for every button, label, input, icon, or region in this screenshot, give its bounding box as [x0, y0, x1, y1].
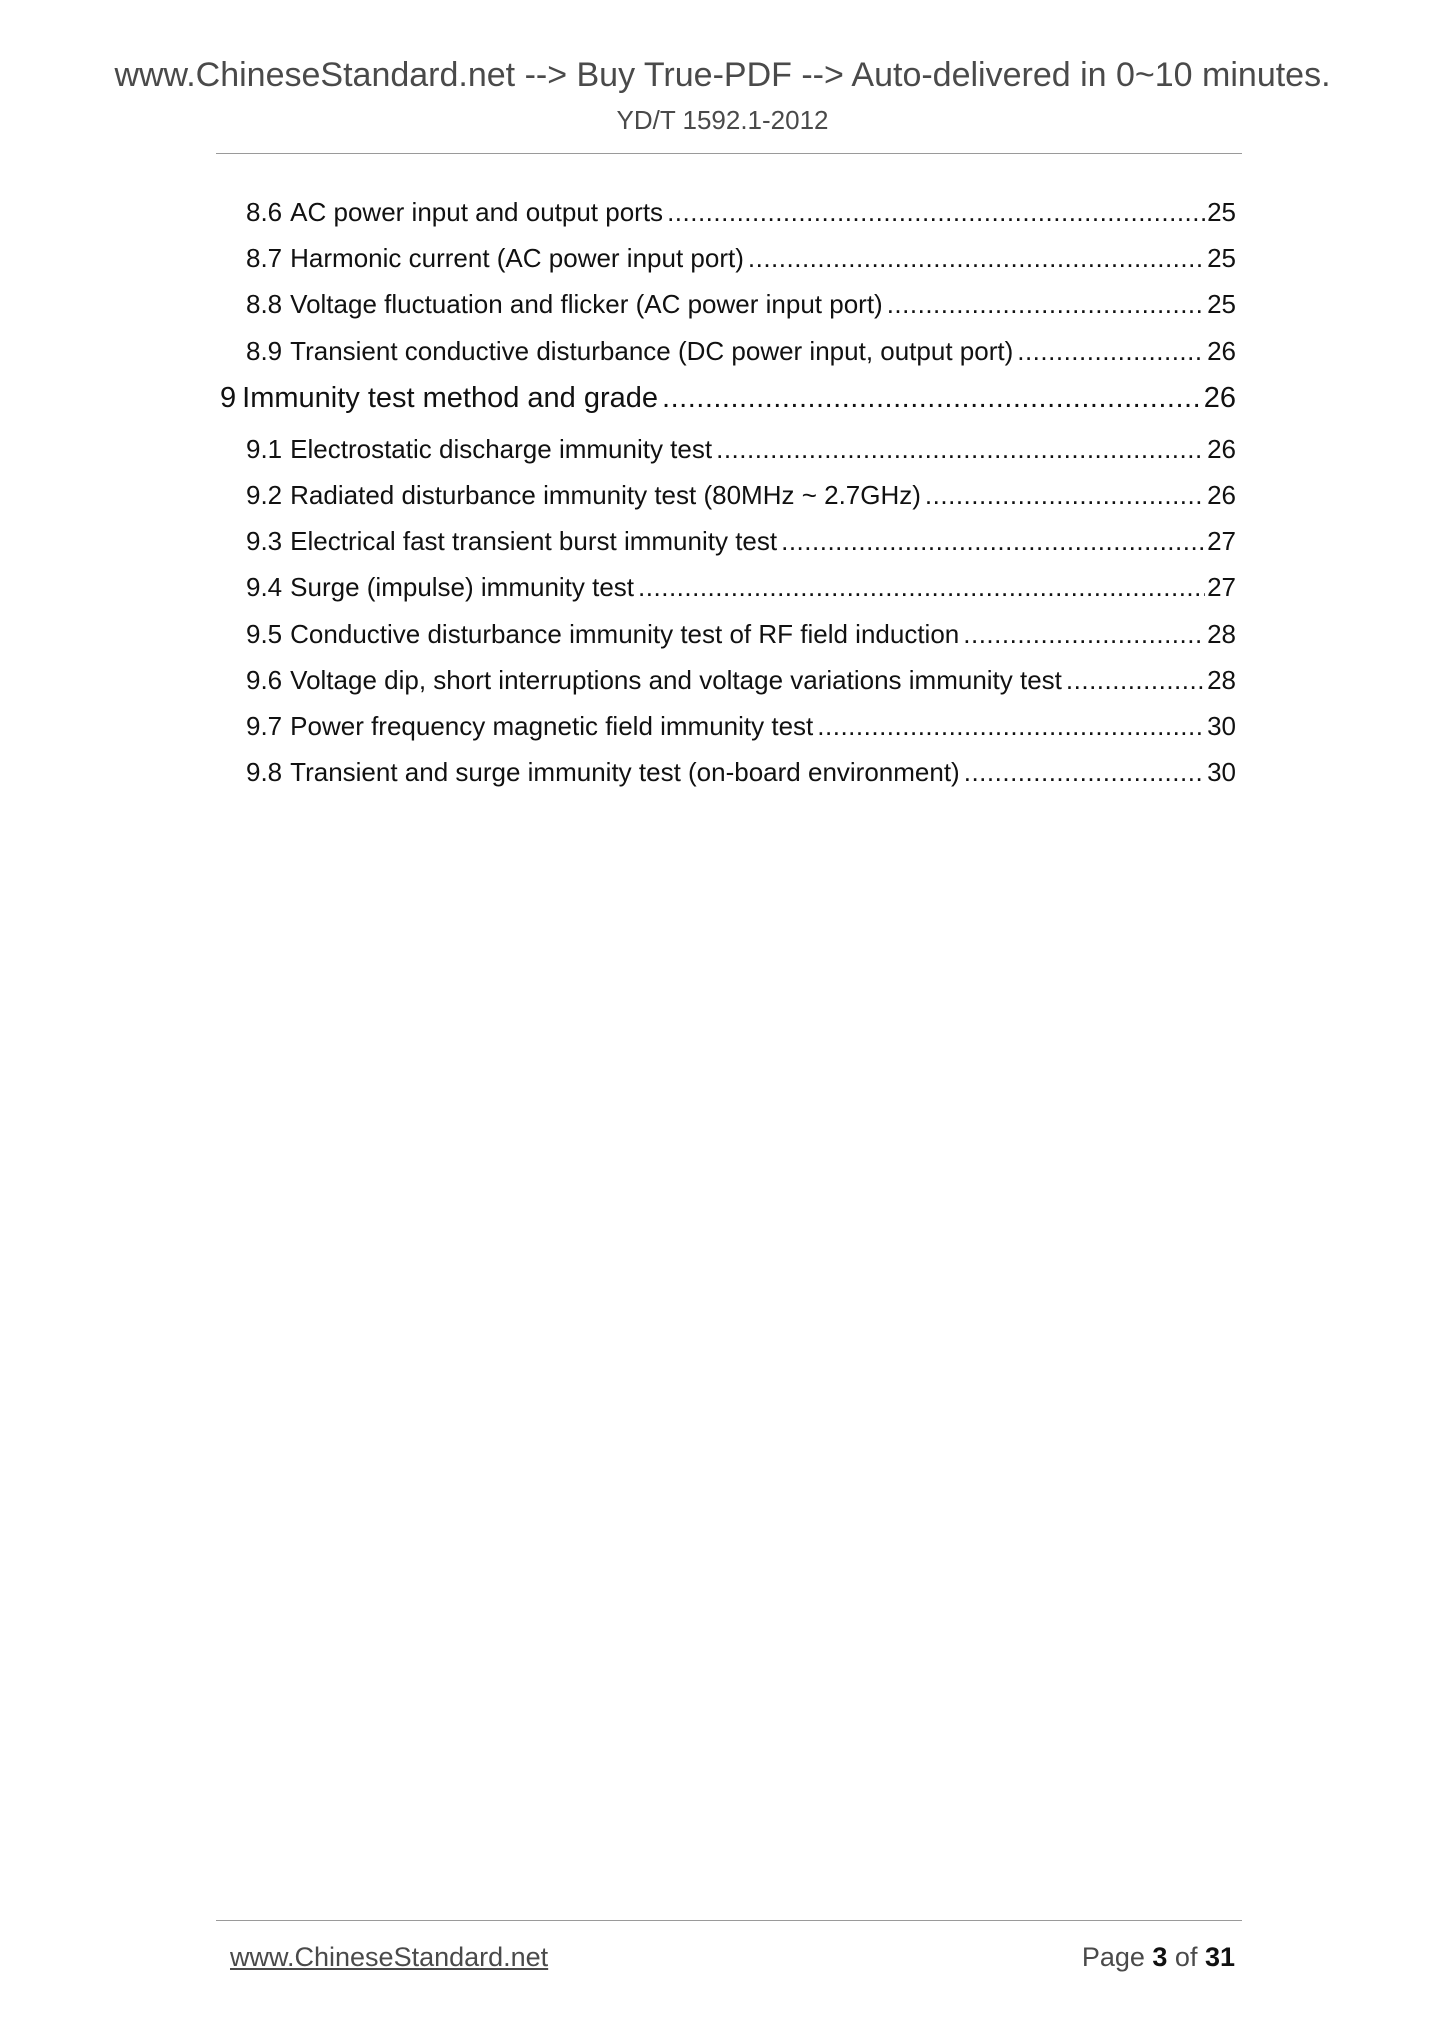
dot-leader: [817, 711, 1205, 742]
toc-entry-number: 9.6: [246, 664, 283, 695]
document-code: YD/T 1592.1-2012: [616, 105, 829, 135]
toc-entry-9-5[interactable]: [216, 619, 1236, 665]
page-prefix: Page: [1081, 1942, 1153, 1972]
page-indicator: [1082, 1942, 1235, 1973]
toc-entry-page: 25: [1207, 289, 1236, 320]
toc-entry-title: Power frequency magnetic field immunity test: [290, 710, 814, 741]
toc-entry-page: 30: [1207, 757, 1236, 788]
total-page-count: 31: [1204, 1942, 1235, 1972]
toc-entry-number: 9.5: [246, 618, 283, 649]
toc-entry-page: 27: [1207, 572, 1236, 603]
toc-entry-title: Surge (impulse) immunity test: [290, 572, 635, 603]
page-separator: of: [1167, 1942, 1205, 1972]
toc-entry-number: 9.8: [246, 757, 283, 788]
toc-entry-number: 8.9: [246, 335, 283, 366]
toc-entry-9-4[interactable]: [216, 572, 1236, 618]
toc-entry-page: 26: [1207, 479, 1236, 510]
toc-entry-9-2[interactable]: [216, 480, 1236, 526]
toc-entry-8-9[interactable]: [216, 336, 1236, 382]
toc-entry-number: 8.6: [246, 197, 283, 227]
toc-entry-title: AC power input and output ports: [290, 197, 664, 227]
dot-leader: [1066, 665, 1205, 696]
toc-entry-page: 26: [1203, 381, 1236, 414]
dot-leader: [667, 197, 1205, 228]
toc-entry-page: 25: [1207, 197, 1236, 227]
toc-entry-page: 27: [1207, 526, 1236, 557]
footer-site-link[interactable]: www.ChineseStandard.net: [230, 1942, 549, 1972]
dot-leader: [638, 572, 1205, 603]
toc-entry-9-8[interactable]: [216, 757, 1236, 803]
toc-entry-title: Conductive disturbance immunity test of RF field induction: [290, 618, 960, 649]
toc-entry-8-6[interactable]: [216, 197, 1236, 243]
dot-leader: [925, 480, 1205, 511]
toc-entry-number: 9.3: [246, 526, 283, 557]
toc-entry-title: Harmonic current (AC power input port): [290, 243, 744, 274]
toc-entry-title: Electrical fast transient burst immunity test: [290, 526, 778, 557]
toc-entry-page: 28: [1207, 664, 1236, 695]
toc-entry-9-3[interactable]: [216, 526, 1236, 572]
toc-entry-8-7[interactable]: [216, 243, 1236, 289]
dot-leader: [964, 757, 1205, 788]
dot-leader: [662, 382, 1202, 415]
toc-entry-page: 25: [1207, 243, 1236, 274]
toc-entry-9-1[interactable]: [216, 434, 1236, 480]
toc-entry-title: Transient and surge immunity test (on-board environment): [290, 757, 960, 788]
toc-entry-page: 26: [1207, 335, 1236, 366]
toc-entry-number: 9.2: [246, 479, 283, 510]
toc-entry-number: 9.7: [246, 710, 283, 741]
toc-entry-page: 30: [1207, 710, 1236, 741]
toc-entry-number: 9.4: [246, 572, 283, 603]
header-divider: [216, 153, 1242, 154]
toc-entry-title: Immunity test method and grade: [242, 381, 659, 414]
toc-entry-page: 28: [1207, 618, 1236, 649]
toc-entry-title: Radiated disturbance immunity test (80MHz ~ 2.7GHz): [290, 479, 921, 510]
dot-leader: [963, 619, 1205, 650]
toc-entry-number: 8.8: [246, 289, 283, 320]
toc-entry-number: 9.1: [246, 433, 283, 464]
dot-leader: [781, 526, 1205, 557]
dot-leader: [716, 434, 1205, 465]
toc-entry-9[interactable]: [216, 382, 1236, 434]
toc-entry-8-8[interactable]: [216, 289, 1236, 335]
toc-entry-9-7[interactable]: [216, 711, 1236, 757]
dot-leader: [887, 289, 1205, 320]
toc-entry-title: Electrostatic discharge immunity test: [290, 433, 713, 464]
toc-entry-page: 26: [1207, 433, 1236, 464]
toc-entry-title: Voltage fluctuation and flicker (AC power input port): [290, 289, 883, 320]
dot-leader: [1017, 336, 1205, 367]
toc-entry-number: 8.7: [246, 243, 283, 274]
toc-entry-9-6[interactable]: [216, 665, 1236, 711]
toc-entry-number: 9: [220, 381, 237, 414]
footer-divider: [216, 1920, 1242, 1921]
table-of-contents: [216, 197, 1236, 803]
site-banner[interactable]: www.ChineseStandard.net --> Buy True-PDF --> Auto-delivered in 0~10 minutes.: [114, 56, 1331, 94]
toc-entry-title: Transient conductive disturbance (DC power input, output port): [290, 335, 1014, 366]
current-page-number: 3: [1152, 1942, 1168, 1972]
toc-entry-title: Voltage dip, short interruptions and voltage variations immunity test: [290, 664, 1062, 695]
dot-leader: [748, 243, 1205, 274]
